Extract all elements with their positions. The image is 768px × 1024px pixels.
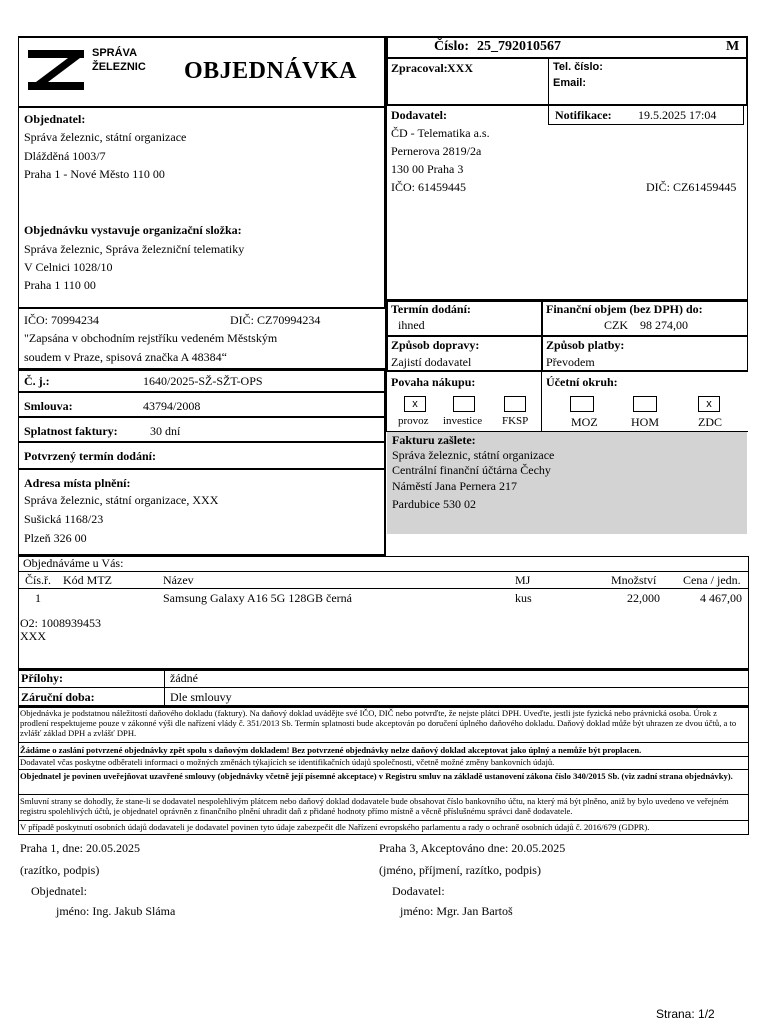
row-name: Samsung Galaxy A16 5G 128GB černá bbox=[163, 591, 352, 605]
check-investice-label: investice bbox=[443, 415, 483, 427]
payment-value: Převodem bbox=[546, 355, 595, 369]
supplier-line-3: 130 00 Praha 3 bbox=[391, 162, 464, 176]
customer-line-2: Dlážděná 1003/7 bbox=[24, 149, 106, 163]
transport-label: Způsob dopravy: bbox=[391, 338, 480, 352]
check-provoz-label: provoz bbox=[398, 415, 429, 427]
accounting-label: Účetní okruh: bbox=[546, 375, 618, 389]
contract-label: Smlouva: bbox=[24, 399, 73, 413]
branch-line-1: Správa železnic, Správa železniční telematiky bbox=[24, 242, 245, 256]
row-no: 1 bbox=[35, 591, 41, 605]
col-unit: MJ bbox=[515, 573, 531, 587]
order-number-label: Číslo: bbox=[434, 39, 469, 54]
notification-value: 19.5.2025 17:04 bbox=[638, 108, 717, 122]
payment-label: Způsob platby: bbox=[546, 338, 625, 352]
customer-label: Objednatel: bbox=[24, 112, 86, 126]
place-line-2: Sušická 1168/23 bbox=[24, 512, 104, 526]
check-fksp[interactable] bbox=[504, 396, 526, 412]
customer-line-1: Správa železnic, státní organizace bbox=[24, 130, 187, 144]
invoice-line-2: Centrální finanční účtárna Čechy bbox=[392, 463, 551, 477]
check-fksp-label: FKSP bbox=[502, 415, 529, 427]
items-intro: Objednáváme u Vás: bbox=[23, 556, 124, 570]
attachments-label: Přílohy: bbox=[21, 671, 63, 685]
finance-value: 98 274,00 bbox=[640, 318, 688, 332]
supplier-dic: DIČ: CZ61459445 bbox=[646, 180, 737, 194]
col-qty: Množství bbox=[611, 573, 657, 587]
place-line-3: Plzeň 326 00 bbox=[24, 531, 87, 545]
legal-3: Dodavatel včas poskytne odběrateli informaci o možných změnách týkajících se identifikačních údajů společnosti, včetně možné změny bankovních údajů. bbox=[20, 757, 555, 767]
legal-5: Smluvní strany se dohodly, že stane-li se dodavatel nespolehlivým plátcem nebo daňový doklad dodavatele bude obsahovat číslo bankovního účtu, na který má být plněno, aniž by bylo uvedeno ve veřejném registru spolehlivých účtů, je objednatel oprávněn z finančního plnění uhradit daň z přidané hodnoty přímo místně a věcně příslušnému správci daně dodavatele. bbox=[20, 796, 729, 816]
check-moz-label: MOZ bbox=[571, 415, 598, 429]
legal-4: Objednatel je povinen uveřejňovat uzavřené smlouvy (objednávky včetně její písemné akceptace) v Registru smluv na základě ustanovení zákona číslo 340/2015 Sb. (viz zadní strana objednávky). bbox=[20, 771, 733, 781]
registry-line-2: soudem v Praze, spisová značka A 48384“ bbox=[24, 350, 227, 364]
supplier-line-2: Pernerova 2819/2a bbox=[391, 144, 482, 158]
invoice-line-4: Pardubice 530 02 bbox=[392, 497, 476, 511]
attachments-value: žádné bbox=[170, 671, 198, 685]
check-zdc-label: ZDC bbox=[698, 415, 722, 429]
logo-text-2: ŽELEZNIC bbox=[92, 61, 146, 73]
supplier-ico: IČO: 61459445 bbox=[391, 180, 466, 194]
place-label: Adresa místa plnění: bbox=[24, 476, 131, 490]
legal-2: Žádáme o zaslání potvrzené objednávky zpět spolu s daňovým dokladem! Bez potvrzené objednávky nelze daňový doklad akceptovat jako úplný a nemůže být proplacen. bbox=[20, 745, 642, 755]
warranty-value: Dle smlouvy bbox=[170, 690, 232, 704]
order-flag: M bbox=[726, 39, 740, 54]
sign-left-role: Objednatel: bbox=[31, 884, 87, 898]
sign-right-stamp: (jméno, příjmení, razítko, podpis) bbox=[379, 863, 541, 877]
confirmed-label: Potvrzený termín dodání: bbox=[24, 449, 156, 463]
legal-6: V případě poskytnutí osobních údajů dodavateli je dodavatel povinen tyto údaje zabezpečit dle Nařízení evropského parlamentu a rady o ochraně osobních údajů č. 2016/679 (GDPR). bbox=[20, 822, 650, 832]
check-provoz[interactable]: x bbox=[404, 396, 426, 412]
row-price: 4 467,00 bbox=[700, 591, 742, 605]
supplier-label: Dodavatel: bbox=[391, 108, 447, 122]
item-note-2: XXX bbox=[20, 629, 46, 643]
contract-value: 43794/2008 bbox=[143, 399, 201, 413]
col-name: Název bbox=[163, 573, 194, 587]
check-hom-label: HOM bbox=[631, 415, 660, 429]
page-title: OBJEDNÁVKA bbox=[184, 58, 358, 84]
registry-line-1: "Zapsána v obchodním rejstříku vedeném Městským bbox=[24, 331, 278, 345]
finance-currency: CZK bbox=[604, 318, 628, 332]
notification-label: Notifikace: bbox=[555, 108, 612, 122]
sign-left-name: jméno: Ing. Jakub Sláma bbox=[56, 904, 176, 918]
supplier-line-1: ČD - Telematika a.s. bbox=[391, 126, 490, 140]
check-hom[interactable] bbox=[633, 396, 657, 412]
processed-value: XXX bbox=[447, 61, 473, 75]
purchase-label: Povaha nákupu: bbox=[391, 375, 476, 389]
sign-left-stamp: (razítko, podpis) bbox=[20, 863, 100, 877]
attachments-box bbox=[18, 669, 749, 707]
row-unit: kus bbox=[515, 591, 532, 605]
delivery-label: Termín dodání: bbox=[391, 302, 471, 316]
col-price: Cena / jedn. bbox=[683, 573, 741, 587]
legal-1: Objednávka je podstatnou náležitostí daňového dokladu (faktury). Na daňový doklad uvádějte své IČO, DIČ nebo potvrďte, že nejste plátci DPH. Uveďte, jestli jste fyzická nebo právnická osoba. Úrok z prodlení respektujeme pouze v zákonné výši dle nařízení vlády č. 351/2013 Sb. Termín splatnosti bude akceptován po doručení úplného daňového dokladu. Daňový doklad může být uhrazen ze dvou účtů, a to zvlášť základ DPH a zvlášť DPH. bbox=[20, 708, 737, 738]
place-line-1: Správa železnic, státní organizace, XXX bbox=[24, 493, 219, 507]
finance-label: Finanční objem (bez DPH) do: bbox=[546, 302, 703, 316]
col-no: Čís.ř. bbox=[25, 573, 52, 587]
check-zdc[interactable]: x bbox=[698, 396, 720, 412]
item-note-1: O2: 1008939453 bbox=[20, 616, 101, 630]
email-label: Email: bbox=[553, 77, 587, 89]
due-label: Splatnost faktury: bbox=[24, 424, 118, 438]
sign-right-date: Praha 3, Akceptováno dne: 20.05.2025 bbox=[379, 841, 566, 855]
branch-line-3: Praha 1 110 00 bbox=[24, 278, 96, 292]
page-number: Strana: 1/2 bbox=[656, 1007, 715, 1021]
branch-line-2: V Celnici 1028/10 bbox=[24, 260, 113, 274]
sign-left-date: Praha 1, dne: 20.05.2025 bbox=[20, 841, 140, 855]
processed-label: Zpracoval: bbox=[391, 61, 448, 75]
phone-label: Tel. číslo: bbox=[553, 61, 603, 73]
invoice-label: Fakturu zašlete: bbox=[392, 433, 476, 447]
cj-label: Č. j.: bbox=[24, 374, 50, 388]
contract-box bbox=[18, 393, 386, 418]
check-moz[interactable] bbox=[570, 396, 594, 412]
col-code: Kód MTZ bbox=[63, 573, 112, 587]
invoice-line-3: Náměstí Jana Pernera 217 bbox=[392, 479, 517, 493]
sign-right-role: Dodavatel: bbox=[392, 884, 445, 898]
cj-value: 1640/2025-SŽ-SŽT-OPS bbox=[143, 374, 263, 388]
customer-dic: DIČ: CZ70994234 bbox=[230, 313, 321, 327]
sign-right-name: jméno: Mgr. Jan Bartoš bbox=[400, 904, 513, 918]
branch-label: Objednávku vystavuje organizační složka: bbox=[24, 223, 242, 237]
check-investice[interactable] bbox=[453, 396, 475, 412]
invoice-line-1: Správa železnic, státní organizace bbox=[392, 448, 555, 462]
transport-value: Zajistí dodavatel bbox=[391, 355, 472, 369]
logo-text-1: SPRÁVA bbox=[92, 47, 138, 59]
customer-ico: IČO: 70994234 bbox=[24, 313, 99, 327]
row-qty: 22,000 bbox=[627, 591, 660, 605]
warranty-label: Záruční doba: bbox=[21, 690, 95, 704]
customer-line-3: Praha 1 - Nové Město 110 00 bbox=[24, 167, 165, 181]
due-value: 30 dní bbox=[150, 424, 181, 438]
delivery-value: ihned bbox=[398, 318, 425, 332]
order-number: 25_792010567 bbox=[477, 39, 561, 54]
